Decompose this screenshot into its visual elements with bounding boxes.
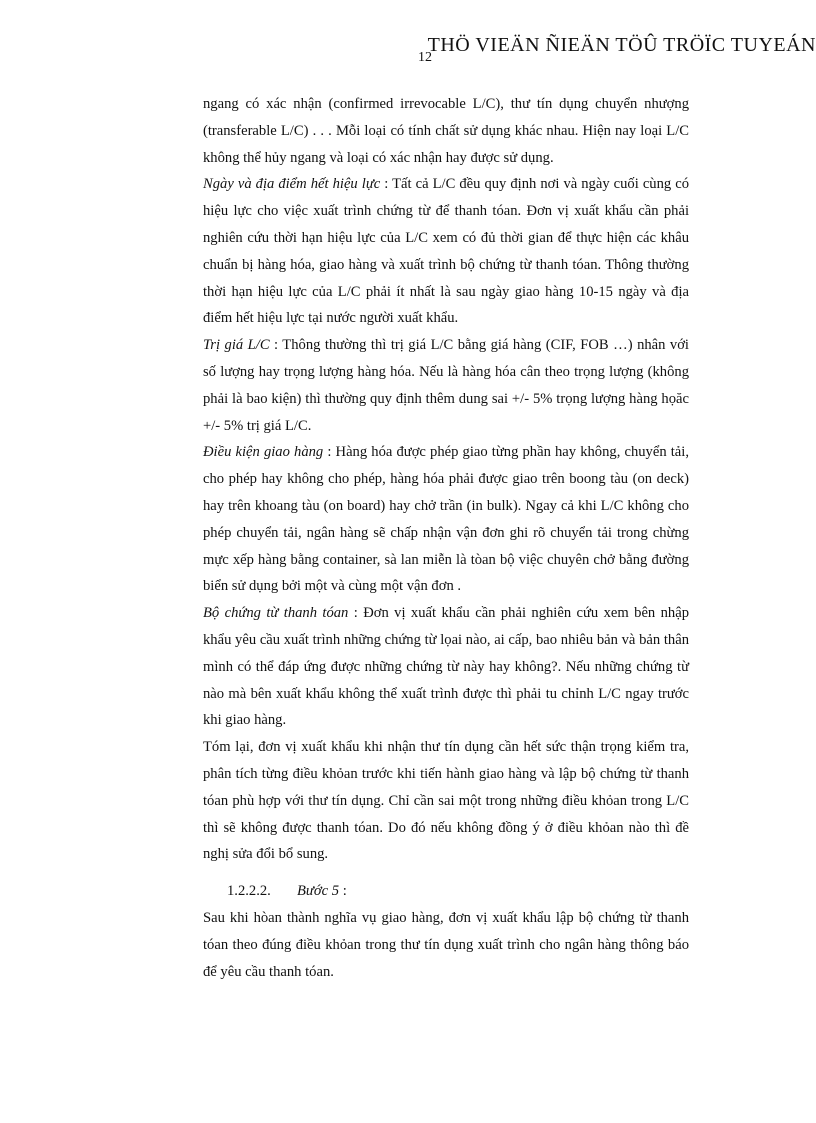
section-heading: [203, 878, 689, 905]
section-number: 1.2.2.2.: [227, 883, 271, 900]
paragraph-step5: Sau khi hòan thành nghĩa vụ giao hàng, đơn vị xuất khẩu lập bộ chứng từ thanh tóan theo đúng điều khỏan trong thư tín dụng xuất trình cho ngân hàng thông báo để yêu cầu thanh tóan.: [203, 909, 689, 980]
header-watermark: THÖ VIEÄN ÑIEÄN TÖÛ TRÖÏC TUYEÁN: [427, 34, 816, 56]
section-suffix: :: [339, 883, 347, 900]
term-delivery: Điều kiện giao hàng: [203, 444, 324, 461]
page-body: [203, 91, 689, 985]
page-number: 12: [418, 50, 432, 65]
text-expiry: : Tất cả L/C đều quy định nơi và ngày cuối cùng có hiệu lực cho việc xuất trình chứng từ để thanh tóan. Đơn vị xuất khẩu cần phải nghiên cứu thời hạn hiệu lực của L/C xem có đủ thời gian để thực hiện các khâu chuẩn bị hàng hóa, giao hàng và xuất trình bộ chứng từ thanh tóan. Thông thường thời hạn hiệu lực của L/C phải ít nhất là sau ngày giao hàng 10-15 ngày và địa điểm hết hiệu lực tại nước người xuất khẩu.: [203, 176, 690, 327]
paragraph-delivery: [203, 439, 689, 600]
term-expiry: Ngày và địa điểm hết hiệu lực: [203, 176, 381, 193]
text-delivery: : Hàng hóa được phép giao từng phần hay không, chuyển tải, cho phép hay không cho phép, hàng hóa phải được giao trên boong tàu (on deck) hay trên khoang tàu (on board) hay chở trần (in bulk). Ngay cả khi L/C không cho phép chuyển tải, ngân hàng sẽ chấp nhận vận đơn ghi rõ chuyển tải trong chừng mực xếp hàng bằng container, sà lan miễn là tòan bộ việc chuyên chở bằng đường biển sử dụng bởi một và cùng một vận đơn .: [203, 444, 689, 595]
paragraph-documents: [203, 600, 689, 734]
text-lc-value: : Thông thường thì trị giá L/C bằng giá hàng (CIF, FOB …) nhân với số lượng hay trọng lượng hàng hóa. Nếu là hàng hóa cân theo trọng lượng (không phải là bao kiện) thì thường quy định thêm dung sai +/- 5% trọng lượng hàng họăc +/- 5% trị giá L/C.: [203, 337, 689, 434]
term-lc-value: Trị giá L/C: [203, 337, 270, 354]
paragraph-lc-types: ngang có xác nhận (confirmed irrevocable L/C), thư tín dụng chuyển nhượng (transferable L/C) . . . Mỗi loại có tính chất sử dụng khác nhau. Hiện nay loại L/C không thể hủy ngang và loại có xác nhận hay được sử dụng.: [203, 96, 689, 166]
term-documents: Bộ chứng từ thanh tóan: [203, 605, 349, 622]
section-title: Bước 5: [297, 883, 340, 900]
paragraph-expiry: [203, 171, 689, 332]
paragraph-lc-value: [203, 332, 689, 439]
text-documents: : Đơn vị xuất khẩu cần phải nghiên cứu xem bên nhập khẩu yêu cầu xuất trình những chứng từ lọai nào, ai cấp, bao nhiêu bản và bản thân mình có thể đáp ứng được những chứng từ này hay không?. Nếu những chứng từ nào mà bên xuất khẩu không thể xuất trình được thì phải tu chỉnh L/C ngay trước khi giao hàng.: [203, 605, 689, 729]
paragraph-summary: Tóm lại, đơn vị xuất khẩu khi nhận thư tín dụng cần hết sức thận trọng kiểm tra, phân tích từng điều khỏan trước khi tiến hành giao hàng và lập bộ chứng từ thanh tóan phù hợp với thư tín dụng. Chỉ cần sai một trong những điều khỏan trong L/C thì sẽ không được thanh tóan. Do đó nếu không đồng ý ở điều khỏan nào thì đề nghị sửa đổi bổ sung.: [203, 739, 689, 863]
